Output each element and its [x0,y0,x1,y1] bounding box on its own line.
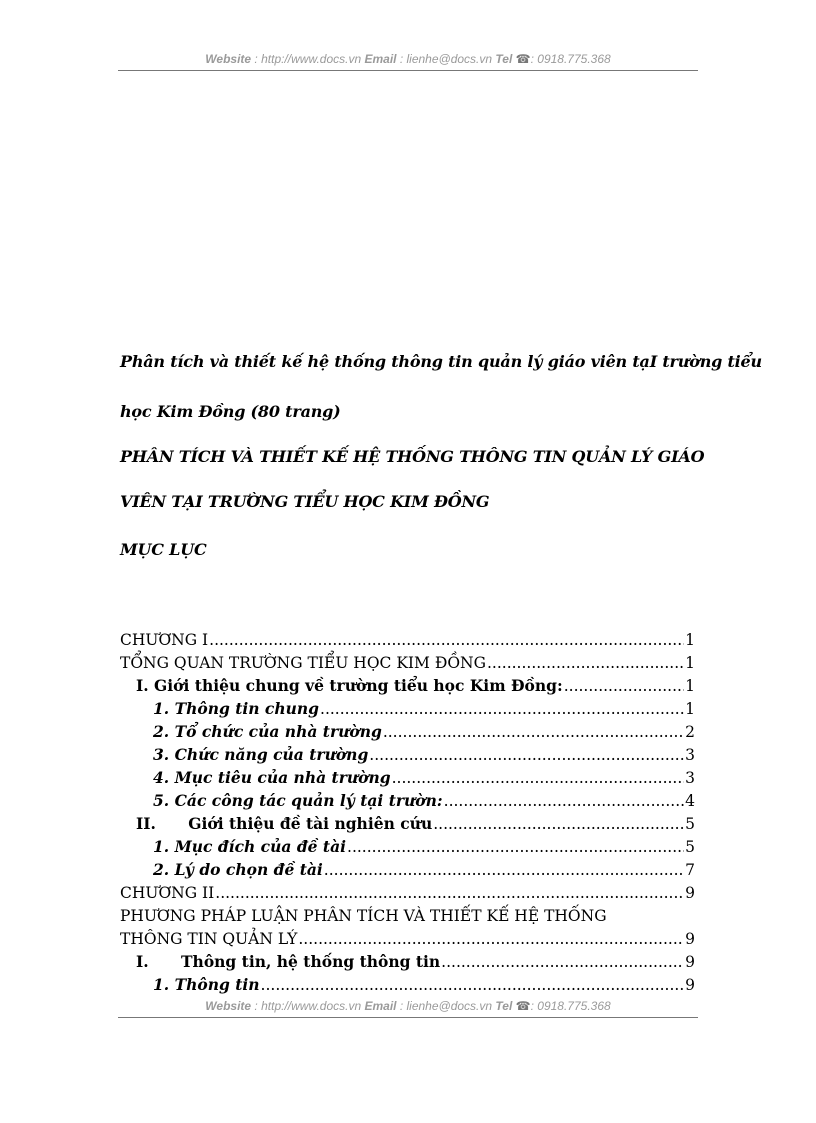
footer-email-value[interactable]: : lienhe@docs.vn [396,999,496,1013]
toc-page: 1 [685,654,695,672]
footer-tel-value: : 0918.775.368 [530,999,611,1013]
toc-label: 1. Thông tin chung [153,699,320,718]
toc-page: 3 [685,769,695,787]
toc-page: 1 [685,631,695,649]
toc-page: 5 [685,815,695,833]
header-email-label: Email [364,52,397,66]
toc-page: 3 [685,746,695,764]
toc-entry[interactable] [120,880,695,902]
doc-heading-line-1: PHÂN TÍCH VÀ THIẾT KẾ HỆ THỐNG THÔNG TIN QUẢN LÝ GIÁO [120,447,705,466]
toc-entry[interactable] [153,719,695,741]
toc-entry[interactable] [120,627,695,649]
toc-label: THÔNG TIN QUẢN LÝ [120,930,298,948]
toc-label: 3. Chức năng của trường [153,745,369,764]
toc-label: II. Giới thiệu đề tài nghiên cứu [136,814,433,833]
header-rule [118,70,698,71]
toc-page: 9 [685,884,695,902]
header-tel-value: : 0918.775.368 [530,52,611,66]
footer-tel-label: Tel [495,999,513,1013]
toc-entry[interactable] [136,949,695,971]
toc-heading: MỤC LỤC [120,540,207,559]
toc-page: 9 [685,976,695,994]
toc-page: 1 [685,677,695,695]
header-email-value[interactable]: : lienhe@docs.vn [396,52,496,66]
doc-heading-line-2: VIÊN TẠI TRƯỜNG TIỂU HỌC KIM ĐỒNG [120,492,490,511]
toc-label: 4. Mục tiêu của nhà trường [153,768,391,787]
page-footer [118,999,698,1019]
toc-entry[interactable] [153,834,695,856]
toc-entry[interactable] [120,926,695,948]
footer-website-url[interactable]: : http://www.docs.vn [251,999,365,1013]
toc-label: 1. Thông tin [153,975,260,994]
header-website-url[interactable]: : http://www.docs.vn [251,52,365,66]
phone-icon: ☎ [515,999,531,1013]
toc-entry[interactable] [136,811,695,833]
toc-entry[interactable] [153,972,695,994]
toc-label: I. Thông tin, hệ thống thông tin [136,952,441,971]
doc-title-line-1: Phân tích và thiết kế hệ thống thông tin quản lý giáo viên tạI trường tiểu [120,352,762,371]
phone-icon: ☎ [515,52,531,66]
toc-entry[interactable] [120,650,695,672]
toc-page: 9 [685,930,695,948]
header-tel-label: Tel [495,52,513,66]
doc-title-line-2: học Kim Đồng (80 trang) [120,402,341,421]
footer-rule [118,1017,698,1018]
toc-entry[interactable] [136,673,695,695]
header-website-label: Website [205,52,252,66]
toc-page: 4 [685,792,695,810]
page-header [118,52,698,72]
toc-label: CHƯƠNG I [120,631,209,649]
toc-page: 7 [685,861,695,879]
toc-entry[interactable] [153,788,695,810]
toc-entry[interactable] [153,696,695,718]
toc-page: 1 [685,700,695,718]
toc-page: 5 [685,838,695,856]
toc-page: 2 [685,723,695,741]
toc-label: 2. Lý do chọn đề tài [153,860,323,879]
toc-label: CHƯƠNG II [120,884,215,902]
toc-entry-continued[interactable]: PHƯƠNG PHÁP LUẬN PHÂN TÍCH VÀ THIẾT KẾ HỆ THỐNG [120,907,607,925]
toc-label: TỔNG QUAN TRƯỜNG TIỂU HỌC KIM ĐỒNG [120,654,486,672]
footer-website-label: Website [205,999,252,1013]
toc-entry[interactable] [153,742,695,764]
toc-page: 9 [685,953,695,971]
toc-label: I. Giới thiệu chung về trường tiểu học Kim Đồng: [136,676,563,695]
toc-label: 5. Các công tác quản lý tại trườn: [153,791,443,810]
toc-entry[interactable] [153,765,695,787]
footer-email-label: Email [364,999,397,1013]
toc-label: 2. Tổ chức của nhà trường [153,722,382,741]
toc-entry[interactable] [153,857,695,879]
toc-label: 1. Mục đích của đề tài [153,837,347,856]
